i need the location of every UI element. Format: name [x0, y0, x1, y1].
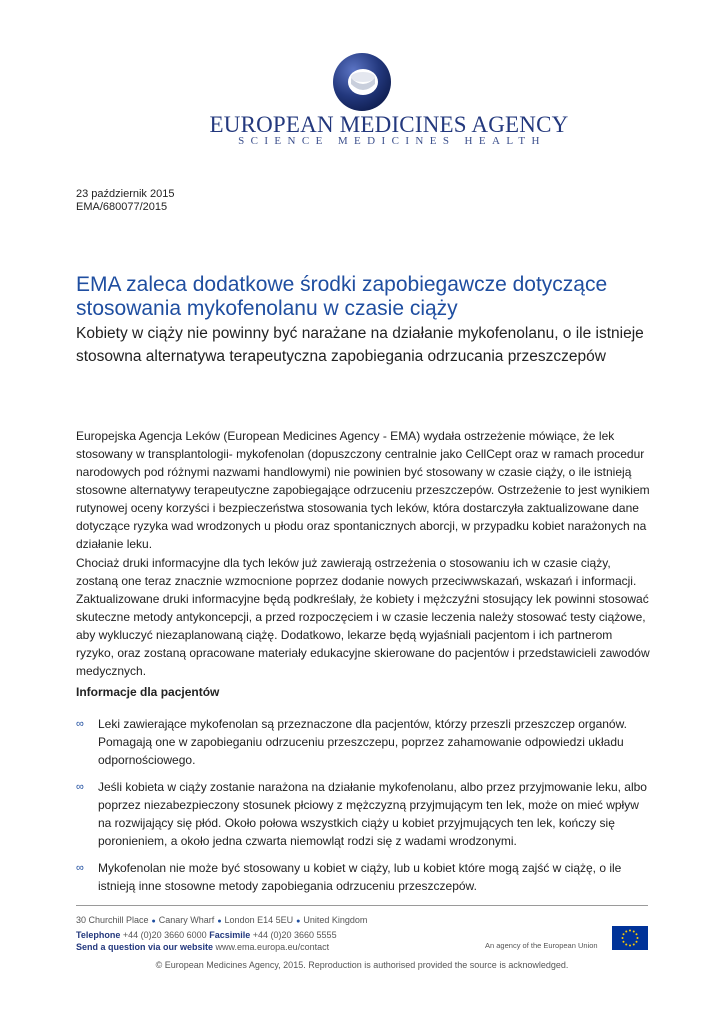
section-heading: Informacje dla pacjentów [76, 685, 220, 699]
agency-tagline: SCIENCE MEDICINES HEALTH [238, 135, 546, 147]
footer-contact [76, 914, 367, 954]
eu-star-icon [633, 944, 635, 946]
body-paragraph: Chociaż druki informacyjne dla tych leków już zawierają ostrzeżenia o stosowaniu ich w czasie ciąży, zostaną one teraz znacznie wzmocnione poprzez dodanie nowych przeciwwskazań, wskazań i informacji. Zaktualizowane druki informacyjne będą podkreślały, że kobiety i mężczyźni stosujący lek powinni stosować skuteczne metody antykoncepcji, a przed rozpoczęciem i w czasie leczenia należy stosować testy ciążowe, aby wykluczyć niezaplanowaną ciążę. Dodatkowo, lekarze będą wyjaśniali pacjentom i ich partnerom ryzyko, oraz zostaną opracowane materiały edukacyjne skierowane do pacjentów i przedstawicieli zawodów medycznych. [76, 556, 650, 678]
ema-logo-icon [332, 52, 392, 112]
eu-star-icon [629, 945, 631, 947]
copyright-notice: © European Medicines Agency, 2015. Reproduction is authorised provided the source is acknowledged. [155, 960, 569, 970]
list-item-text: Leki zawierające mykofenolan są przeznaczone dla pacjentów, którzy przeszli przeszczep organów. Pomagają one w zapobieganiu odrzuceniu przeszczepu, poprzez zahamowanie odpowiedzi układu odpornościowego. [98, 717, 627, 767]
footer-address [76, 914, 367, 929]
eu-star-icon [636, 941, 638, 943]
footer-divider [76, 905, 648, 906]
agency-name: EUROPEAN MEDICINES AGENCY [209, 112, 569, 137]
eu-star-icon [623, 941, 625, 943]
eu-flag-icon [612, 926, 648, 950]
bullet-separator-icon: ● [151, 918, 156, 925]
eu-star-icon [637, 937, 639, 939]
address-line: 30 Churchill Place [76, 915, 149, 925]
address-line: United Kingdom [303, 915, 368, 925]
infinity-bullet-icon: ∞ [76, 781, 84, 793]
document-meta [76, 188, 174, 214]
list-item-text: Jeśli kobieta w ciąży zostanie narażona na działanie mykofenolanu, albo przez przyjmowanie leku, albo poprzez niezabezpieczony stosunek płciowy z mężczyzną przyjmującym ten lek, może on mieć wpływ na rozwijający się płód. Około połowa wszystkich ciąży u kobiet przyjmujących ten lek, kończy się poronieniem, a około jedna czwarta niemowląt rodzi się z wadami wrodzonymi. [98, 780, 647, 848]
body-paragraph: Europejska Agencja Leków (European Medicines Agency - EMA) wydała ostrzeżenie mówiące, że lek stosowany w transplantologii- mykofenolan (dopuszczony centralnie jako CellCept oraz w ramach procedur narodowych pod różnymi nazwami handlowymi) nie powinien być stosowany w czasie ciąży, o ile istnieją stosowne alternatywy terapeutyczne zapobiegające odrzuceniu przeszczepów. Ostrzeżenie to jest wynikiem rutynowej oceny korzyści i bezpieczeństwa stosowania tych leków, która dostarczyła zaktualizowane dane dotyczące ryzyka wad wrodzonych u płodu oraz spontanicznych aborcji, w przypadku kobiet narażonych na działanie leku. [76, 429, 650, 551]
bullet-separator-icon: ● [217, 918, 222, 925]
eu-star-icon [623, 933, 625, 935]
facsimile-label: Facsimile [209, 929, 251, 940]
telephone-number: +44 (0)20 3660 6000 [122, 929, 207, 940]
eu-star-icon [625, 931, 627, 933]
bullet-separator-icon: ● [296, 918, 301, 925]
website-link[interactable]: www.ema.europa.eu/contact [215, 942, 330, 952]
list-item-text: Mykofenolan nie może być stosowany u kobiet w ciąży, lub u kobiet które mogą zajść w ciążę, o ile istnieją inne stosowne metody zapobiegania odrzuceniu przeszczepów. [98, 861, 622, 893]
facsimile-number: +44 (0)20 3660 5555 [252, 929, 337, 940]
infinity-bullet-icon: ∞ [76, 862, 84, 874]
list-item [76, 715, 652, 769]
address-line: Canary Wharf [158, 915, 215, 925]
document-title: EMA zaleca dodatkowe środki zapobiegawcze dotyczące stosowania mykofenolanu w czasie ciąży [76, 273, 608, 320]
list-item [76, 778, 652, 850]
infinity-bullet-icon: ∞ [76, 718, 84, 730]
document-subtitle: Kobiety w ciąży nie powinny być narażane na działanie mykofenolanu, o ile istnieje stosowna alternatywa terapeutyczna zapobiegania odrzucania przeszczepów [76, 325, 644, 365]
list-item [76, 859, 652, 895]
eu-star-icon [636, 933, 638, 935]
telephone-label: Telephone [76, 929, 121, 940]
question-label: Send a question via our website [76, 942, 214, 952]
eu-star-icon [625, 944, 627, 946]
eu-star-icon [629, 930, 631, 932]
eu-star-icon [622, 937, 624, 939]
address-line: London E14 5EU [224, 915, 294, 925]
document-date: 23 październik 2015 [76, 188, 175, 200]
patient-info-list [76, 715, 652, 904]
agency-of-eu-text: An agency of the European Union [485, 941, 598, 950]
document-reference: EMA/680077/2015 [76, 201, 168, 213]
footer-website [76, 941, 367, 954]
eu-star-icon [633, 931, 635, 933]
footer-phone [76, 929, 367, 942]
